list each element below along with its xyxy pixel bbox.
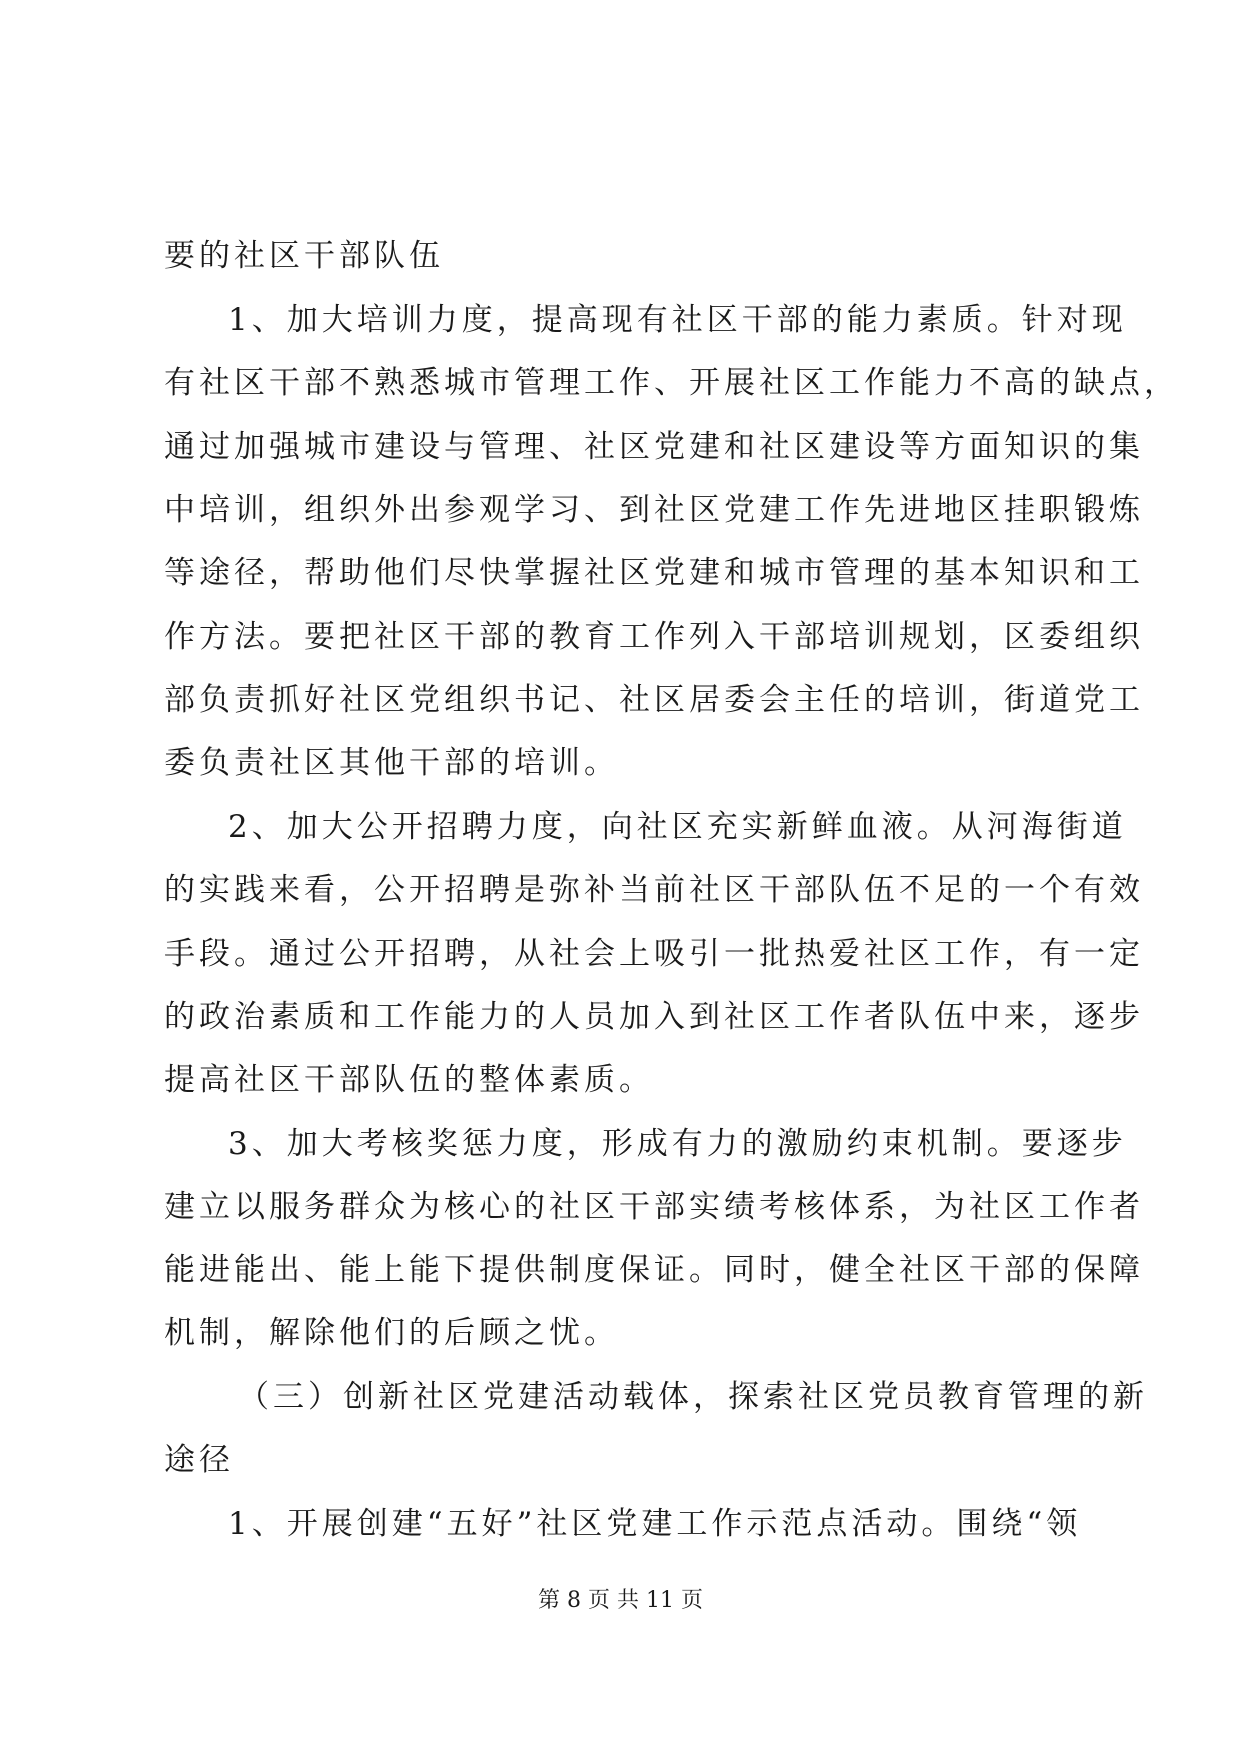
text-line: 的实践来看，公开招聘是弥补当前社区干部队伍不足的一个有效: [164, 872, 1144, 908]
text-line: 提高社区干部队伍的整体素质。: [164, 1062, 654, 1098]
text-line: 能进能出、能上能下提供制度保证。同时，健全社区干部的保障: [164, 1252, 1144, 1288]
text-line: 中培训，组织外出参观学习、到社区党建工作先进地区挂职锻炼: [164, 492, 1144, 528]
text-line: 1、加大培训力度，提高现有社区干部的能力素质。针对现: [228, 302, 1127, 338]
page-footer: 第 8 页 共 11 页: [538, 1588, 703, 1613]
text-line: 2、加大公开招聘力度，向社区充实新鲜血液。从河海街道: [228, 809, 1127, 845]
text-line: 机制，解除他们的后顾之忧。: [164, 1315, 619, 1351]
text-line: 委负责社区其他干部的培训。: [164, 745, 619, 781]
text-line: 部负责抓好社区党组织书记、社区居委会主任的培训，街道党工: [164, 682, 1144, 718]
section-heading: 途径: [164, 1442, 234, 1478]
section-heading: （三）创新社区党建活动载体，探索社区党员教育管理的新: [238, 1379, 1148, 1415]
text-line: 等途径，帮助他们尽快掌握社区党建和城市管理的基本知识和工: [164, 555, 1144, 591]
text-line: 要的社区干部队伍: [164, 238, 444, 274]
text-line: 1、开展创建“五好”社区党建工作示范点活动。围绕“领: [228, 1506, 1082, 1542]
text-line: 建立以服务群众为核心的社区干部实绩考核体系，为社区工作者: [164, 1189, 1144, 1225]
text-line: 手段。通过公开招聘，从社会上吸引一批热爱社区工作，有一定: [164, 936, 1144, 972]
text-line: 的政治素质和工作能力的人员加入到社区工作者队伍中来，逐步: [164, 999, 1144, 1035]
text-line: 有社区干部不熟悉城市管理工作、开展社区工作能力不高的缺点，: [164, 365, 1179, 401]
text-line: 作方法。要把社区干部的教育工作列入干部培训规划，区委组织: [164, 619, 1144, 655]
text-line: 3、加大考核奖惩力度，形成有力的激励约束机制。要逐步: [228, 1126, 1127, 1162]
text-line: 通过加强城市建设与管理、社区党建和社区建设等方面知识的集: [164, 429, 1144, 465]
